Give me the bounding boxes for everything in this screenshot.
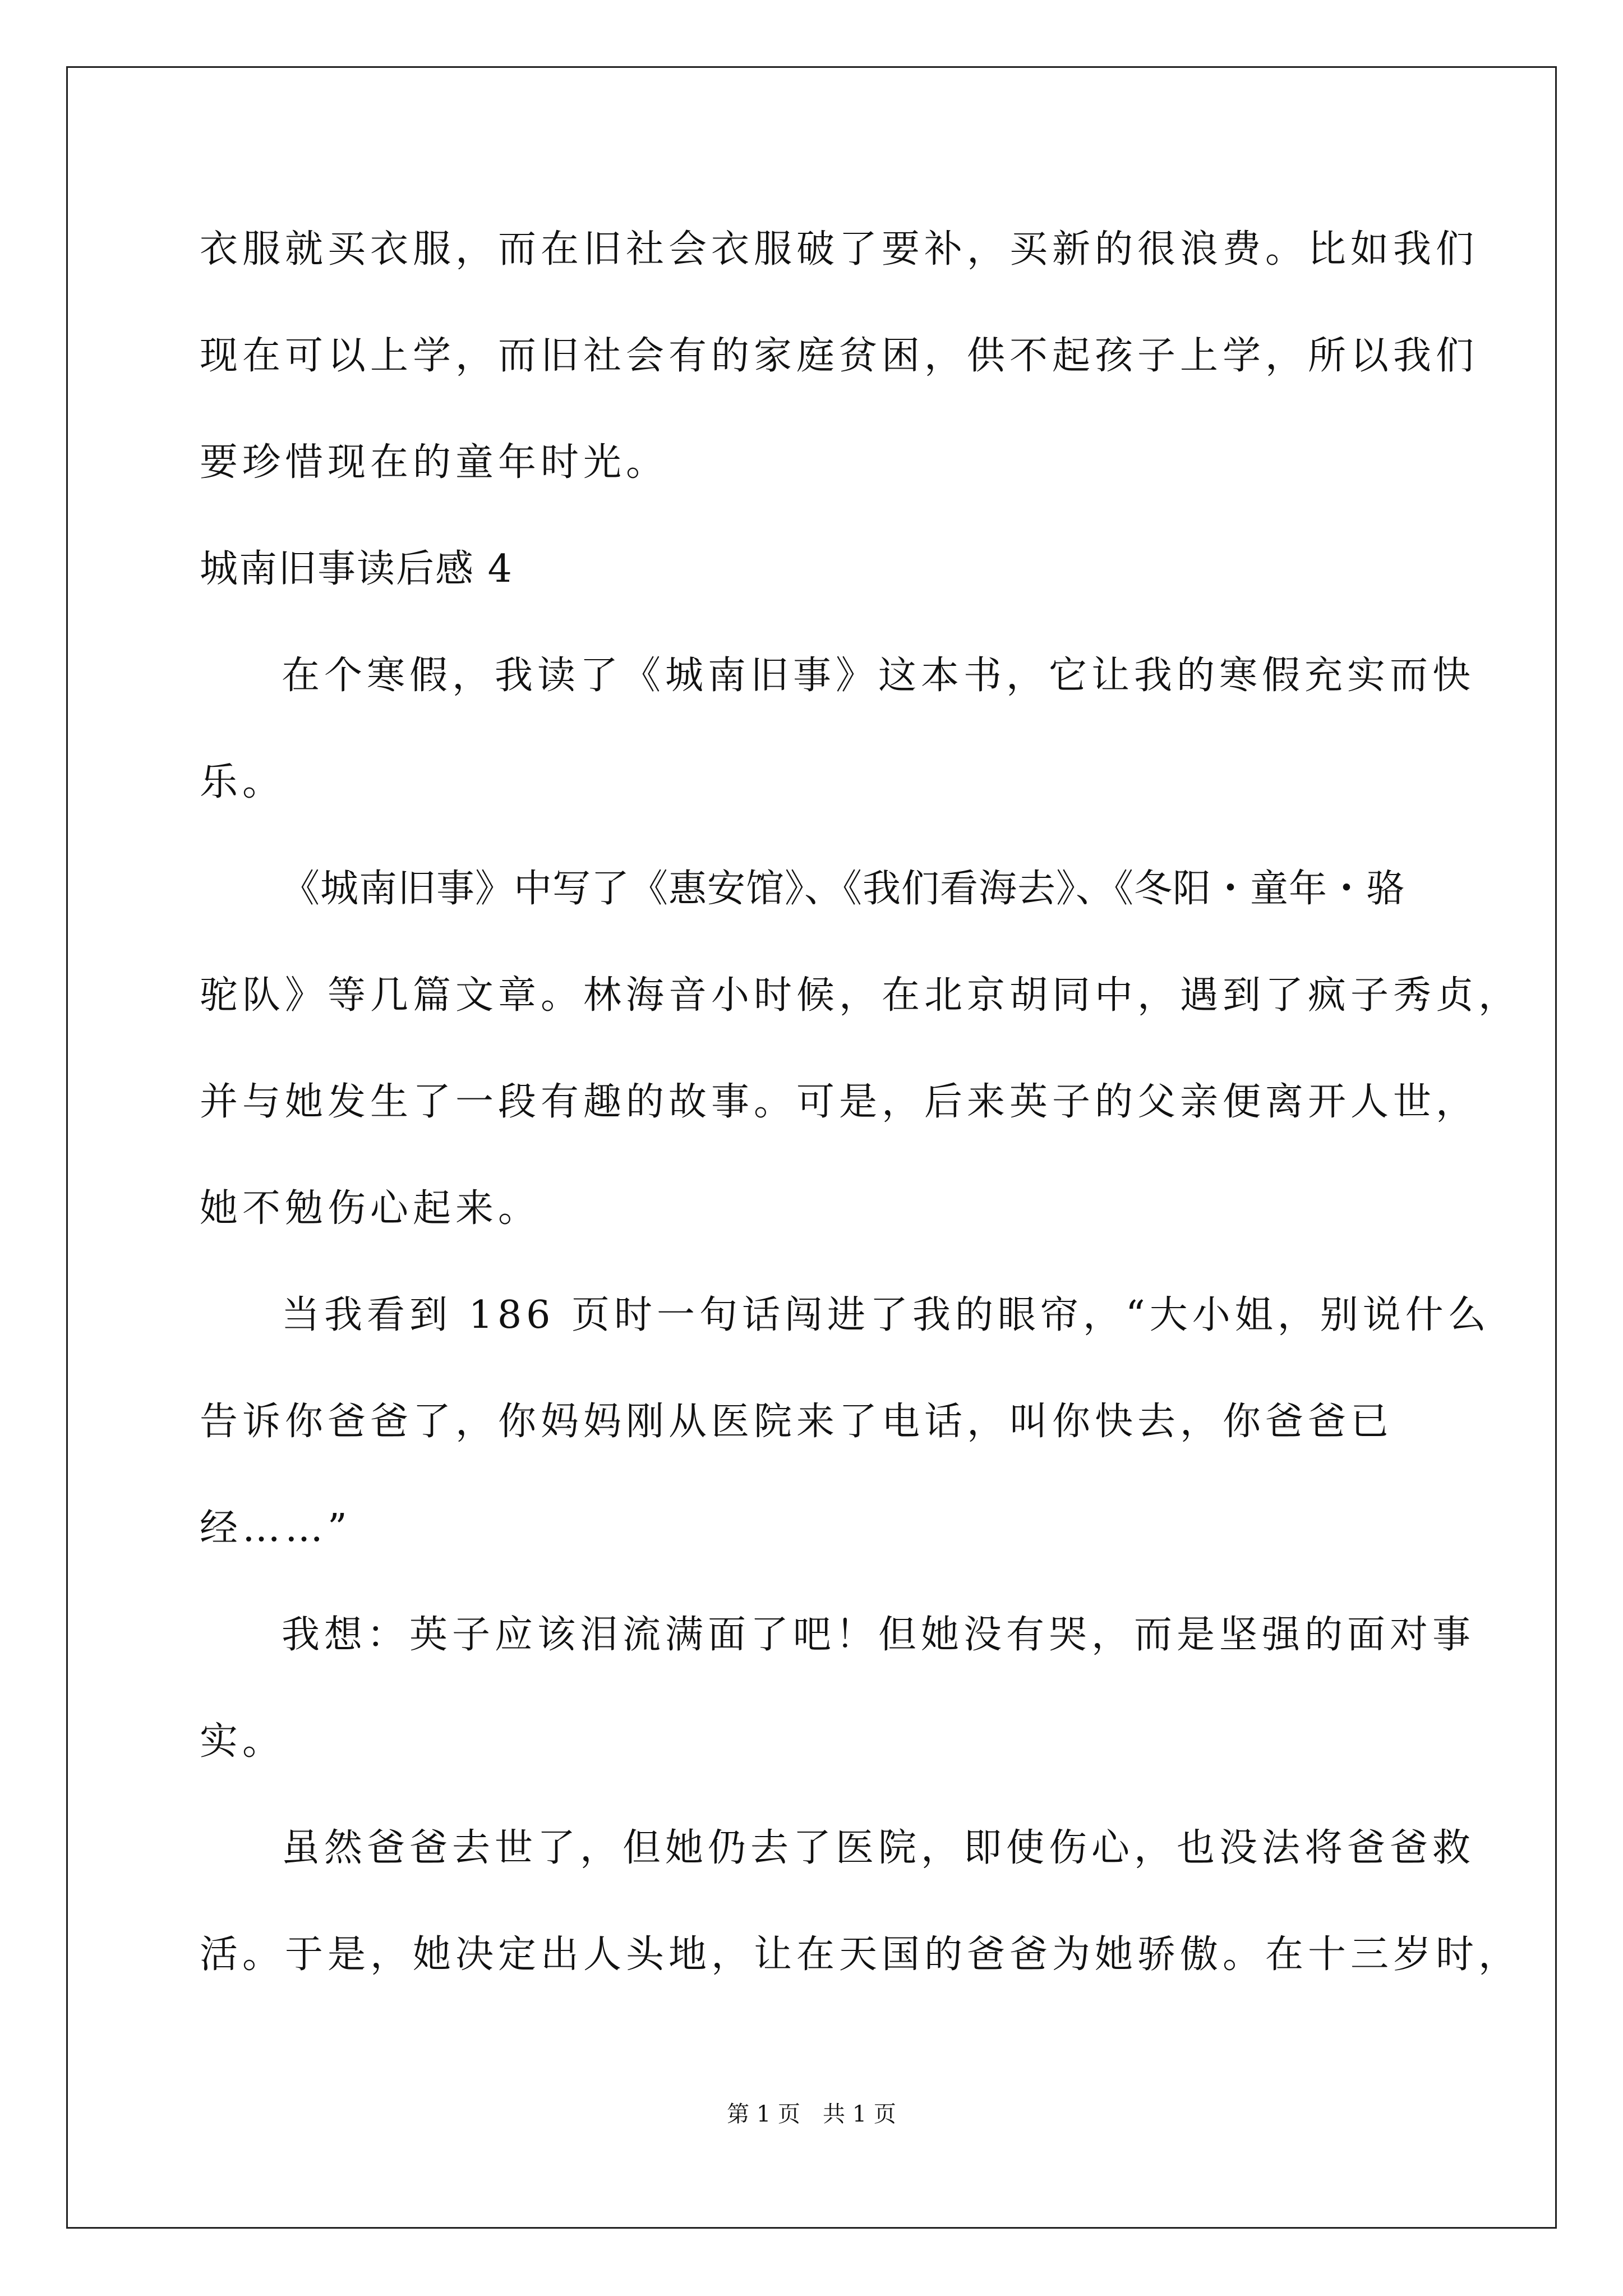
text-line-13: 经……” [200,1506,352,1550]
text-line-9: 并与她发生了一段有趣的故事。可是，后来英子的父亲便离开人世， [200,1080,1479,1124]
text-line-12: 告诉你爸爸了，你妈妈刚从医院来了电话，叫你快去，你爸爸已 [200,1400,1394,1444]
page-footer: 第 1 页 共 1 页 [727,2101,896,2127]
text-line-1: 衣服就买衣服，而在旧社会衣服破了要补，买新的很浪费。比如我们 [200,227,1479,272]
text-line-10: 她不勉伤心起来。 [200,1186,541,1231]
text-line-7: 《城南旧事》中写了《惠安馆》、《我们看海去》、《冬阳・童年・骆 [282,867,1405,911]
text-line-2: 现在可以上学，而旧社会有的家庭贫困，供不起孩子上学，所以我们 [200,334,1479,378]
text-line-15: 实。 [200,1719,285,1764]
text-line-8: 驼队》等几篇文章。林海音小时候，在北京胡同中，遇到了疯子秀贞， [200,973,1521,1018]
text-line-5: 在个寒假，我读了《城南旧事》这本书，它让我的寒假充实而快 [282,654,1476,698]
text-line-6: 乐。 [200,760,285,804]
page-border [66,66,1557,2229]
text-line-17: 活。于是，她决定出人头地，让在天国的爸爸为她骄傲。在十三岁时， [200,1932,1521,1977]
text-line-3: 要珍惜现在的童年时光。 [200,440,669,485]
text-line-11: 当我看到 186 页时一句话闯进了我的眼帘，“大小姐，别说什么 [282,1293,1491,1337]
text-line-14: 我想：英子应该泪流满面了吧！但她没有哭，而是坚强的面对事 [282,1613,1476,1657]
section-heading: 城南旧事读后感 4 [200,547,513,591]
text-line-16: 虽然爸爸去世了，但她仍去了医院，即使伤心，也没法将爸爸救 [282,1826,1476,1870]
